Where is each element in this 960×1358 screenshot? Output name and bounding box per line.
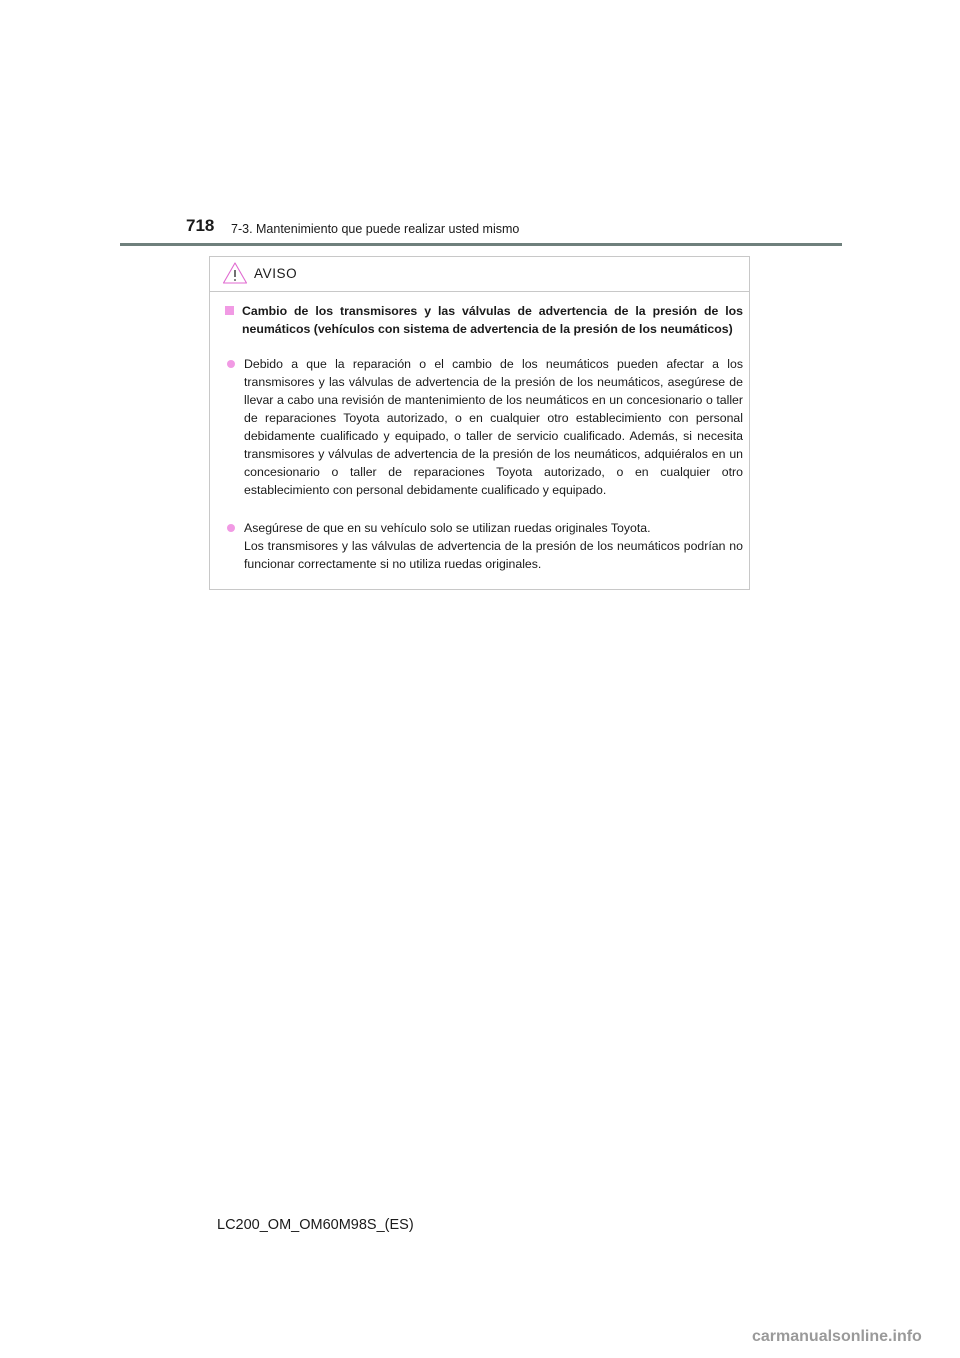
- warning-triangle-icon: [222, 261, 248, 285]
- section-title: 7-3. Mantenimiento que puede realizar usted mismo: [231, 222, 520, 236]
- round-bullet-icon: [227, 524, 235, 532]
- round-bullet-icon: [227, 360, 235, 368]
- warning-box: [209, 256, 750, 590]
- warning-box-divider: [210, 291, 749, 292]
- warning-bullet: [227, 519, 743, 573]
- bullet-paragraph: Asegúrese de que en su vehículo solo se utilizan ruedas originales Toyota.: [244, 521, 651, 535]
- header-divider: [120, 243, 842, 246]
- bullet-paragraph: Los transmisores y las válvulas de advertencia de la presión de los neumáticos podrían no funcionar correctamente si no utiliza ruedas originales.: [244, 539, 743, 571]
- warning-box-header: [222, 261, 297, 285]
- bullet-paragraph: Debido a que la reparación o el cambio de los neumáticos pueden afectar a los transmisores y las válvulas de advertencia de la presión de los neumáticos, asegúrese de llevar a cabo una revisión de mantenimiento de los neumáticos en un concesionario o taller de reparaciones Toyota autorizado, o en cualquier otro establecimiento con personal debidamente cualificado y equipado, o taller de servicio cualificado. Además, si necesita transmisores y válvulas de advertencia de la presión de los neumáticos, adquiéralos en un concesionario o taller de reparaciones Toyota autorizado, o en cualquier otro establecimiento con personal debidamente cualificado y equipado.: [244, 357, 743, 497]
- warning-bullet: [227, 355, 743, 499]
- page-number: 718: [186, 216, 215, 235]
- watermark: carmanualsonline.info: [752, 1328, 922, 1345]
- warning-box-label: AVISO: [254, 265, 298, 281]
- document-code: LC200_OM_OM60M98S_(ES): [217, 1217, 414, 1233]
- square-bullet-icon: [225, 306, 234, 315]
- warning-item-heading: [225, 302, 743, 338]
- warning-heading-text: Cambio de los transmisores y las válvulas de advertencia de la presión de los neumáticos (vehículos con sistema de advertencia de la presión de los neumáticos): [242, 304, 743, 336]
